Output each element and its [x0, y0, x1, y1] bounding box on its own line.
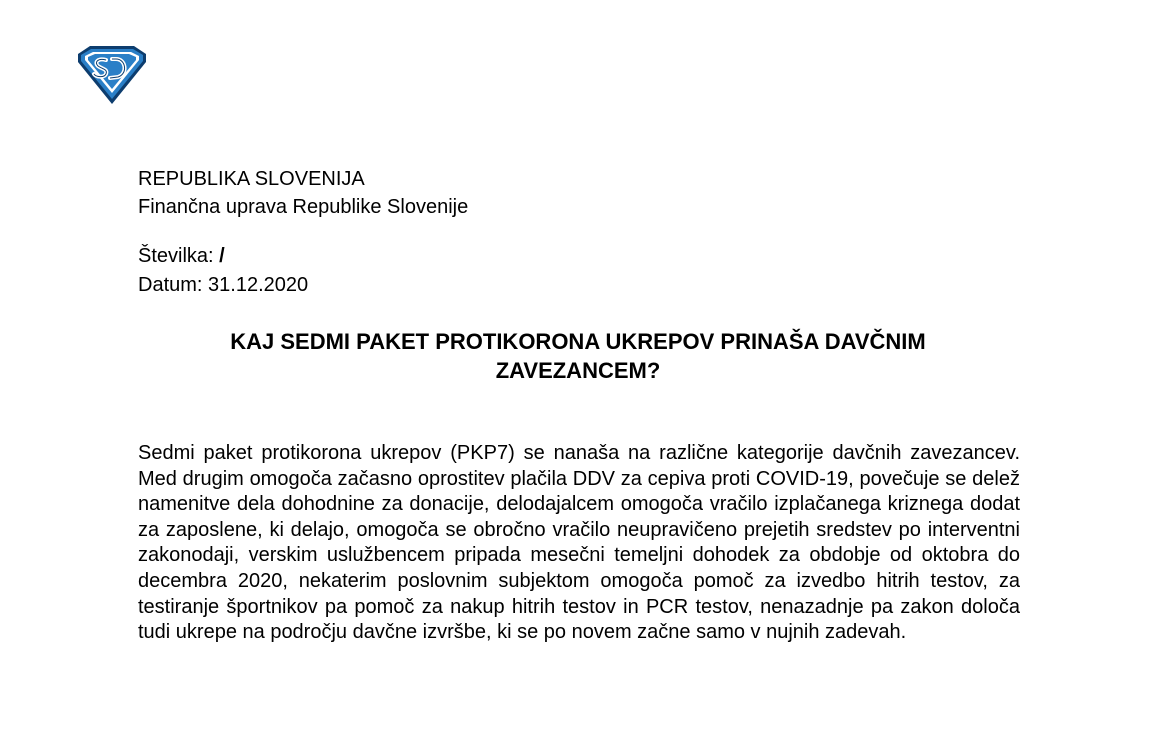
- issuer-header: [138, 165, 468, 221]
- document-date: Datum: 31.12.2020: [138, 274, 309, 296]
- page-title: [138, 327, 1018, 385]
- body-paragraph: Sedmi paket protikorona ukrepov (PKP7) se nanaša na različne kategorije davčnih zavezancev. Med drugim omogoča začasno oprostitev plačila DDV za cepiva proti COVID-19, povečuje se delež namenitve dela dohodnine za donacije, delodajalcem omogoča vračilo izplačanega kriznega dodat za zaposlene, ki delajo, omogoča se obročno vračilo neupravičeno prejetih sredstev po interventni zakonodaji, verskim uslužbencem pripada mesečni temeljni dohodek za obdobje od oktobra do decembra 2020, nekaterim poslovnim subjektom omogoča pomoč za izvedbo hitrih testov, za testiranje športnikov pa pomoč za nakup hitrih testov in PCR testov, nenazadnje pa zakon določa tudi ukrepe na področju davčne izvršbe, ki se po novem začne samo v nujnih zadevah.: [138, 442, 1020, 644]
- document-meta: [138, 242, 308, 300]
- document-number: [138, 242, 308, 271]
- issuer-line-agency: Finančna uprava Republike Slovenije: [138, 196, 469, 218]
- diamond-sd-logo-icon: [76, 44, 148, 106]
- document-number-value: /: [219, 245, 225, 267]
- issuer-line-republic: REPUBLIKA SLOVENIJA: [138, 168, 365, 190]
- document-number-label: Številka:: [138, 245, 220, 267]
- page-title-line-1: KAJ SEDMI PAKET PROTIKORONA UKREPOV PRINAŠA DAVČNIM: [230, 329, 926, 354]
- page-title-line-2: ZAVEZANCEM?: [495, 358, 661, 383]
